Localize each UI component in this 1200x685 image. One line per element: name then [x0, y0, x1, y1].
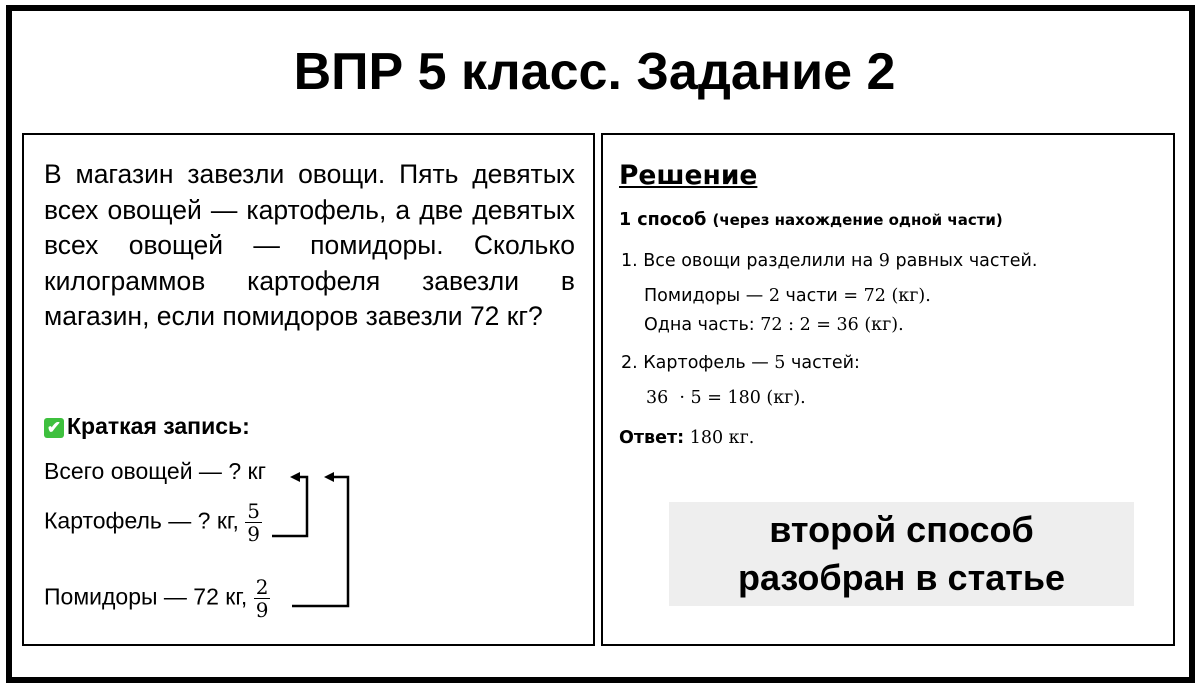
brief-potato-label: Картофель — ? кг,: [44, 507, 239, 534]
bracket-arrows: [24, 135, 597, 648]
step-1: [621, 251, 1037, 271]
fraction-numerator: 5: [247, 499, 261, 523]
step-2-calc: 36 · 5 = 180 (кг).: [646, 388, 806, 408]
tomatoes-parts: 2: [768, 286, 780, 306]
tomatoes-mass: = 72 (кг).: [843, 286, 931, 306]
tomatoes-label: Помидоры —: [644, 286, 764, 306]
banner-line-2: разобран в статье: [737, 557, 1066, 598]
step-1-tomatoes: [644, 286, 931, 306]
step-1-text-end: равных частей.: [895, 251, 1038, 271]
answer: [619, 428, 754, 448]
tomatoes-parts-word: части: [785, 286, 838, 306]
solution-heading: Решение: [619, 160, 758, 191]
step-1-text: 1. Все овощи разделили на: [621, 251, 874, 271]
potato-bracket-arrow: [272, 477, 307, 536]
step-2: [621, 353, 860, 373]
fraction-denominator: 9: [255, 598, 269, 622]
method-note: (через нахождение одной части): [712, 211, 1003, 229]
answer-label: Ответ:: [619, 428, 685, 448]
brief-total: Всего овощей — ? кг: [44, 458, 266, 484]
banner-line-1: второй способ: [769, 509, 1034, 550]
tomato-bracket-arrow: [292, 477, 348, 606]
check-mark-icon: ✔: [44, 418, 64, 438]
arrowhead-icon: [290, 472, 300, 482]
second-method-banner: [669, 502, 1134, 606]
step-1-one-part: [644, 315, 904, 335]
brief-tomato-label: Помидоры — 72 кг,: [44, 583, 248, 610]
method-heading: [619, 210, 1003, 230]
one-part-calc: 72 : 2 = 36 (кг).: [760, 315, 904, 335]
problem-panel: [22, 133, 595, 646]
method-title: 1 способ: [619, 210, 707, 230]
answer-value: 180 кг.: [689, 428, 755, 448]
fraction-numerator: 2: [255, 575, 269, 599]
arrowhead-icon: [324, 472, 334, 482]
fraction-denominator: 9: [247, 522, 261, 546]
problem-text: В магазин завезли овощи. Пять девятых всех овощей — картофель, а две девятых всех овощей — помидоры. Сколько килограммов картофеля завезли в магазин, если помидоров завезли 72 кг?: [44, 159, 575, 331]
solution-panel: [601, 133, 1175, 646]
brief-heading-label: Краткая запись:: [67, 413, 250, 439]
step-2-text: 2. Картофель —: [621, 353, 769, 373]
step-1-number: 9: [878, 251, 890, 271]
step-2-text-end: частей:: [791, 353, 860, 373]
one-part-label: Одна часть:: [644, 315, 755, 335]
page-title: ВПР 5 класс. Задание 2: [293, 43, 896, 101]
step-2-number: 5: [774, 353, 786, 373]
